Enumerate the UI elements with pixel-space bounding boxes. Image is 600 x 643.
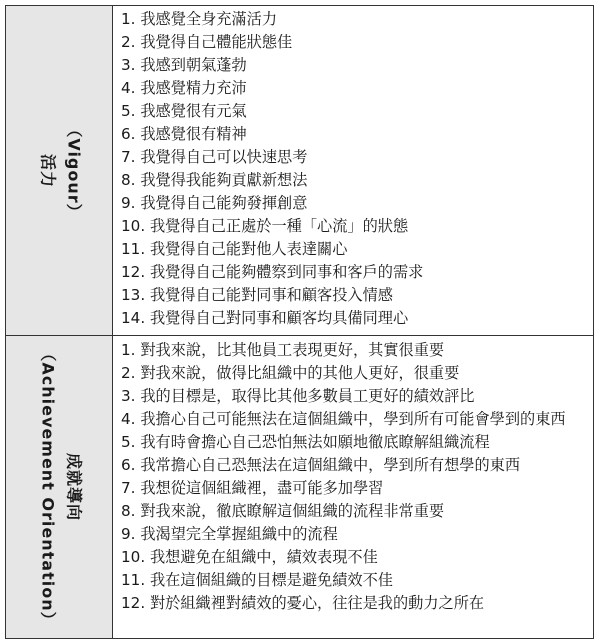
list-item: 7. 我想從這個組織裡，盡可能多加學習 <box>121 479 384 497</box>
list-item: 13. 我覺得自己能對同事和顧客投入情感 <box>121 286 393 304</box>
list-item: 14. 我覺得自己對同事和顧客均具備同理心 <box>121 309 409 327</box>
list-item: 2. 對我來說，做得比組織中的其他人更好，很重要 <box>121 364 460 382</box>
list-item: 4. 我感覺精力充沛 <box>121 79 247 97</box>
section-title-en: （Vigour） <box>64 120 84 221</box>
list-item: 5. 我有時會擔心自己恐怕無法如願地徹底瞭解組織流程 <box>121 433 490 451</box>
list-item: 6. 我常擔心自己恐無法在這個組織中，學到所有想學的東西 <box>121 456 521 474</box>
list-item: 6. 我感覺很有精神 <box>121 125 247 143</box>
list-item: 4. 我擔心自己可能無法在這個組織中，學到所有可能會學到的東西 <box>121 410 566 428</box>
list-item: 10. 我覺得自己正處於一種「心流」的狀態 <box>121 217 409 235</box>
list-item: 2. 我覺得自己體能狀態佳 <box>121 33 293 51</box>
list-item: 10. 我想避免在組織中，績效表現不佳 <box>121 548 378 566</box>
section-title-en: （Achievement Orientation） <box>38 345 58 629</box>
item-list <box>121 339 589 615</box>
list-item: 3. 我感到朝氣蓬勃 <box>121 56 247 74</box>
list-item: 11. 我覺得自己能對他人表達關心 <box>121 240 348 258</box>
list-item: 3. 我的目標是，取得比其他多數員工更好的績效評比 <box>121 387 475 405</box>
list-item: 8. 對我來說，徹底瞭解這個組織的流程非常重要 <box>121 502 445 520</box>
list-item: 1. 我感覺全身充滿活力 <box>121 10 278 28</box>
scale-table <box>5 5 594 639</box>
list-item: 7. 我覺得自己可以快速思考 <box>121 148 308 166</box>
section-title-zh: 成就導向 <box>64 452 84 522</box>
section-header-achievement <box>6 336 113 638</box>
list-item: 12. 我覺得自己能夠體察到同事和客戶的需求 <box>121 263 424 281</box>
list-item: 9. 我覺得自己能夠發揮創意 <box>121 194 308 212</box>
section-header-vigour <box>6 6 113 335</box>
section-title-zh: 活力 <box>38 153 58 188</box>
list-item: 11. 我在這個組織的目標是避免績效不佳 <box>121 571 393 589</box>
list-item: 12. 對於組織裡對績效的憂心，往往是我的動力之所在 <box>121 594 485 612</box>
list-item: 5. 我感覺很有元氣 <box>121 102 247 120</box>
item-list <box>121 8 589 330</box>
section-vigour <box>6 6 593 336</box>
list-item: 8. 我覺得我能夠貢獻新想法 <box>121 171 308 189</box>
list-item: 9. 我渴望完全掌握組織中的流程 <box>121 525 338 543</box>
list-item: 1. 對我來說，比其他員工表現更好，其實很重要 <box>121 341 445 359</box>
section-achievement-orientation <box>6 336 593 638</box>
